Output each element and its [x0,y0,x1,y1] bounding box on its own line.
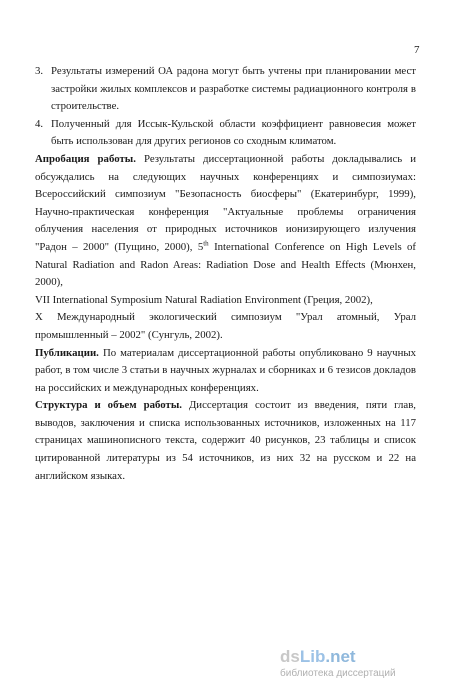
document-body [35,63,416,485]
structure-heading: Структура и объем работы. [35,399,182,412]
conference-5-superscript: th [203,239,209,248]
publications-heading: Публикации. [35,346,99,359]
conference-10-line: X Международный экологический симпозиум "Урал атомный, Урал промышленный – 2002" (Сунгуль, 2002). [35,311,416,341]
structure-paragraph [35,397,416,485]
publications-paragraph [35,345,416,398]
structure-text: Диссертация состоит из введения, пяти глав, выводов, заключения и списка использованных источников, изложенных на 117 страницах машинописного текста, содержит 40 рисунков, 23 таблицы и список цитированной литературы из 54 источников, из них 32 на русском и 22 на английском языках. [35,399,416,482]
list-item [35,63,416,116]
list-item-number: 4. [35,117,44,130]
conference-7-line: VII International Symposium Natural Radiation Environment (Греция, 2002), [35,293,373,306]
conference-5-text: International Conference on High Levels of Natural Radiation and Radon Areas: Radiation Dose and Health Effects (Мюнхен, 2000), [35,240,417,289]
page-number: 7 [414,44,420,56]
list-item-text: Результаты измерений ОА радона могут быть учтены при планировании мест застройки жилых комплексов и разработке системы радиационного контроля в строительстве. [51,65,416,113]
watermark-subtitle: библиотека диссертаций [280,668,396,679]
list-item [35,116,416,151]
approbation-heading: Апробация работы. [35,152,136,165]
publications-text: По материалам диссертационной работы опубликовано 9 научных работ, в том числе 3 статьи в научных журналах и сборниках и 6 тезисов докладов на российских и международных конференциях. [35,346,416,394]
list-item-number: 3. [35,65,44,77]
list-item-text: Полученный для Иссык-Кульской области коэффициент равновесия может быть использован для других регионов со сходным климатом. [51,117,416,148]
watermark-logo [280,648,440,679]
conference-5-number: 5 [197,240,204,253]
approbation-text: Результаты диссертационной работы докладывались и обсуждались на следующих научных конференциях и симпозиумах: Всероссийский симпозиум "Безопасность биосферы" (Екатеринбург, 1999), Научно-практическая конференция "Актуальные проблемы ограничения облучения населения от природных источников ионизирующего излучения "Радон – 2000" (Пущино, 2000), [35,152,416,253]
watermark-brand: dsLib.net [280,647,356,666]
approbation-paragraph [35,151,416,292]
